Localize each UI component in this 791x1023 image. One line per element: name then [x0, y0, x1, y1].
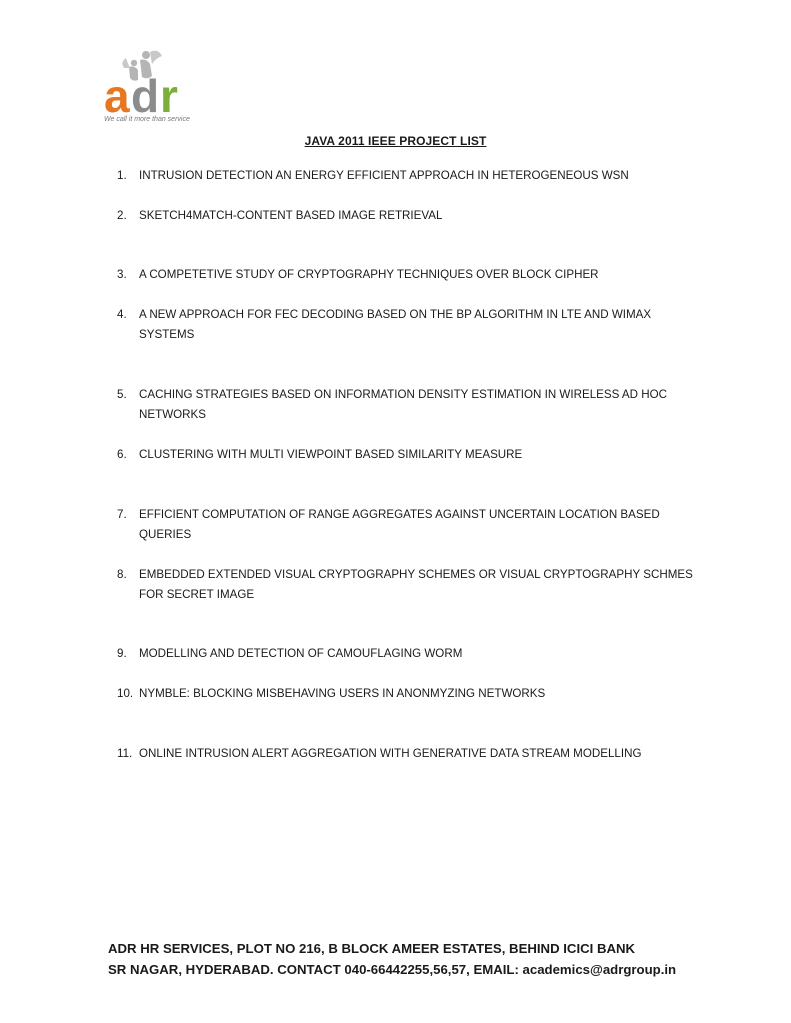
list-item-text: MODELLING AND DETECTION OF CAMOUFLAGING WORM	[139, 647, 463, 660]
list-item-number: 8.	[117, 568, 127, 581]
logo-letter-d: d	[131, 70, 160, 122]
list-item-number: 3.	[117, 268, 127, 281]
footer-line-address: ADR HR SERVICES, PLOT NO 216, B BLOCK AMEER ESTATES, BEHIND ICICI BANK	[108, 941, 636, 956]
list-item	[117, 684, 697, 704]
logo-tagline: We call it more than service	[104, 116, 190, 123]
list-item-number: 6.	[117, 448, 127, 461]
list-item	[117, 385, 697, 425]
list-item-text: ONLINE INTRUSION ALERT AGGREGATION WITH GENERATIVE DATA STREAM MODELLING	[139, 747, 642, 760]
logo-letter-a: a	[104, 70, 130, 122]
list-item	[117, 166, 697, 186]
list-item-number: 9.	[117, 647, 127, 660]
list-item	[117, 206, 697, 226]
list-item-number: 7.	[117, 508, 127, 521]
page-title: JAVA 2011 IEEE PROJECT LIST	[304, 134, 487, 148]
list-item-text: A NEW APPROACH FOR FEC DECODING BASED ON THE BP ALGORITHM IN LTE AND WIMAX SYSTEMS	[139, 308, 652, 341]
list-item	[117, 305, 697, 345]
footer-line-contact: SR NAGAR, HYDERABAD. CONTACT 040-66442255,56,57, EMAIL: academics@adrgroup.in	[108, 962, 677, 977]
logo-letter-r: r	[160, 70, 178, 122]
list-item-number: 2.	[117, 209, 127, 222]
list-item	[117, 744, 697, 764]
list-item-text: CLUSTERING WITH MULTI VIEWPOINT BASED SIMILARITY MEASURE	[139, 448, 523, 461]
list-item-number: 11.	[117, 747, 133, 760]
list-item-number: 4.	[117, 308, 127, 321]
list-item-text: A COMPETETIVE STUDY OF CRYPTOGRAPHY TECHNIQUES OVER BLOCK CIPHER	[139, 268, 599, 281]
list-item	[117, 265, 697, 285]
list-item-number: 10.	[117, 687, 134, 700]
list-item-text: NYMBLE: BLOCKING MISBEHAVING USERS IN ANONMYZING NETWORKS	[139, 687, 546, 700]
list-item	[117, 505, 697, 545]
list-item	[117, 565, 697, 605]
footer-address	[108, 938, 748, 980]
list-item-text: EMBEDDED EXTENDED VISUAL CRYPTOGRAPHY SCHEMES OR VISUAL CRYPTOGRAPHY SCHMES FOR SECRET IMAGE	[139, 568, 693, 601]
list-item-number: 5.	[117, 388, 127, 401]
list-item-number: 1.	[117, 169, 127, 182]
list-item	[117, 644, 697, 664]
list-item-text: EFFICIENT COMPUTATION OF RANGE AGGREGATES AGAINST UNCERTAIN LOCATION BASED QUERIES	[139, 508, 660, 541]
list-item-text: SKETCH4MATCH-CONTENT BASED IMAGE RETRIEVAL	[139, 209, 443, 222]
list-item-text: INTRUSION DETECTION AN ENERGY EFFICIENT APPROACH IN HETEROGENEOUS WSN	[139, 169, 629, 182]
list-item	[117, 445, 697, 465]
list-item-text: CACHING STRATEGIES BASED ON INFORMATION DENSITY ESTIMATION IN WIRELESS AD HOC NETWORKS	[139, 388, 668, 421]
